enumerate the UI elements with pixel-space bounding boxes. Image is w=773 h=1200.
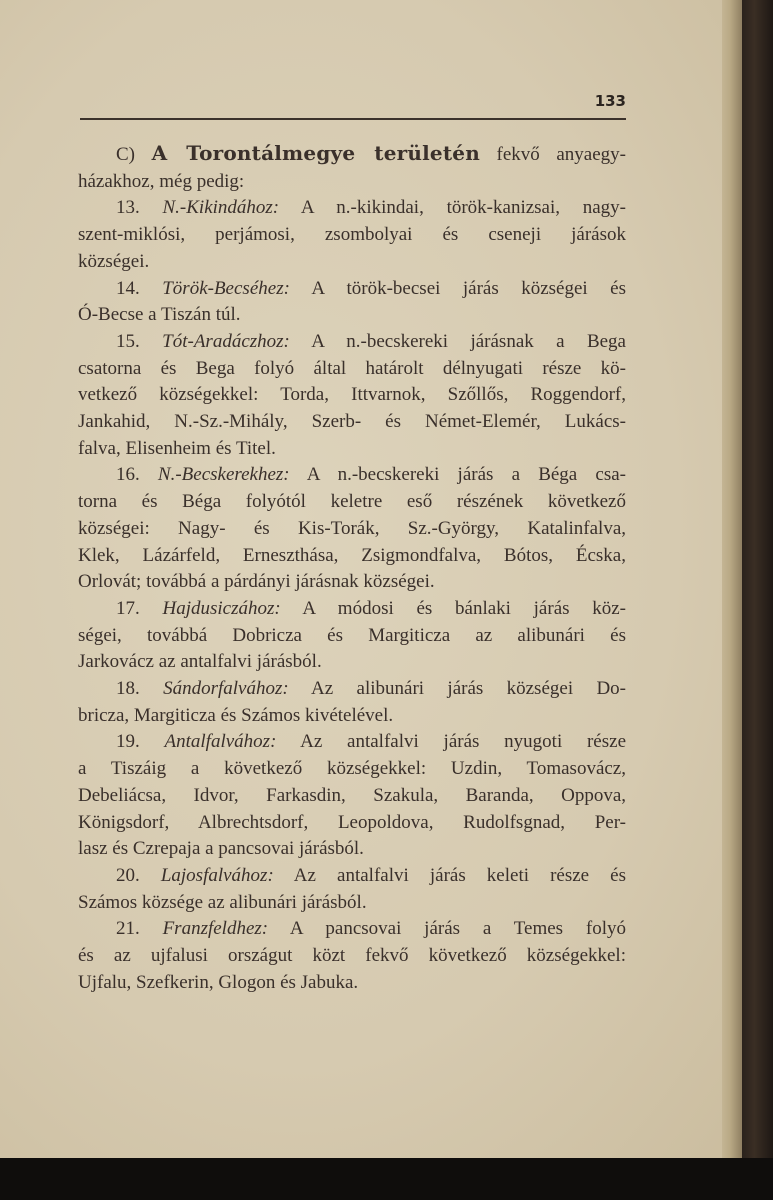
line-text: 17. (116, 597, 163, 619)
text-line (78, 329, 626, 356)
line-text: fekvő anyaegy- (479, 144, 626, 165)
line-text: vetkező községekkel: Torda, Ittvarnok, Szőllős, Roggendorf, (78, 384, 626, 406)
text-line (78, 863, 626, 890)
text-line (78, 169, 626, 196)
line-text: ségei, továbbá Dobricza és Margiticza az alibunári és (78, 624, 626, 646)
text-line (78, 140, 626, 169)
line-text: A pancsovai járás a Temes folyó (268, 918, 627, 940)
line-text: 20. (116, 864, 161, 886)
text-line (78, 810, 626, 837)
line-text: Königsdorf, Albrechtsdorf, Leopoldova, Rudolfsgnad, Per- (78, 811, 626, 833)
line-text: 15. (116, 330, 163, 352)
line-text: 19. (116, 731, 165, 753)
text-line (78, 382, 626, 409)
place-name: Lajosfalvához: (160, 864, 274, 886)
line-text: torna és Béga folyótól keletre eső részének következő (78, 491, 626, 513)
text-line (78, 436, 626, 463)
text-line (78, 409, 626, 436)
text-line (78, 195, 626, 222)
line-text: A n.-kikindai, török-kanizsai, nagy- (279, 197, 627, 219)
line-text: Klek, Lázárfeld, Erneszthása, Zsigmondfalva, Bótos, Écska, (78, 544, 626, 566)
text-line (78, 569, 626, 596)
text-line (78, 623, 626, 650)
line-text: szent-miklósi, perjámosi, zsombolyai és cseneji járások (78, 224, 626, 246)
text-line (78, 970, 626, 997)
line-text: A n.-becskereki járásnak a Bega (289, 330, 626, 352)
line-text: a Tiszáig a következő községekkel: Uzdin, Tomasovácz, (78, 758, 626, 780)
line-text: Ujfalu, Szefkerin, Glogon és Jabuka. (78, 971, 359, 993)
text-line (78, 276, 626, 303)
text-line (78, 649, 626, 676)
text-line (78, 756, 626, 783)
section-heading: A Torontálmegye területén (151, 141, 480, 165)
place-name: Hajdusiczához: (162, 597, 281, 619)
line-text: 14. (116, 277, 163, 299)
page-gutter (722, 0, 742, 1158)
text-line (78, 516, 626, 543)
text-line (78, 836, 626, 863)
place-name: Franzfeldhez: (162, 918, 269, 940)
place-name: Antalfalvához: (164, 731, 277, 753)
text-line (78, 729, 626, 756)
line-text: 18. (116, 678, 164, 700)
text-line (78, 676, 626, 703)
line-text: lasz és Czrepaja a pancsovai járásból. (78, 838, 364, 860)
text-line (78, 222, 626, 249)
line-text: Az alibunári járás községei Do- (288, 678, 626, 700)
line-text: A módosi és bánlaki járás köz- (280, 597, 626, 619)
line-text: 16. (116, 464, 158, 486)
place-name: N.-Kikindához: (162, 197, 280, 219)
text-line (78, 596, 626, 623)
line-text: A n.-becskereki járás a Béga csa- (289, 464, 626, 486)
text-line (78, 356, 626, 383)
text-line (78, 916, 626, 943)
line-text: Ó-Becse a Tiszán túl. (78, 304, 241, 326)
line-text: Orlovát; továbbá a párdányi járásnak községei. (78, 571, 435, 593)
text-line (78, 489, 626, 516)
text-line (78, 703, 626, 730)
line-text: községei. (78, 250, 150, 272)
line-text: Jankahid, N.-Sz.-Mihály, Szerb- és Német-Elemér, Lukács- (78, 411, 626, 433)
line-text: bricza, Margiticza és Számos kivételével. (78, 704, 394, 726)
text-line (78, 783, 626, 810)
text-line (78, 249, 626, 276)
line-text: A török-becsei járás községei és (289, 277, 626, 299)
line-text: Az antalfalvi járás keleti része és (273, 864, 627, 886)
place-name: Török-Becséhez: (162, 277, 290, 299)
text-line (78, 462, 626, 489)
line-text: községei: Nagy- és Kis-Torák, Sz.-György, Katalinfalva, (78, 517, 626, 539)
line-text: Jarkovácz az antalfalvi járásból. (78, 651, 322, 673)
line-text: Számos községe az alibunári járásból. (78, 891, 367, 913)
text-line (78, 302, 626, 329)
page-number: 133 (594, 92, 626, 110)
place-name: Tót-Aradáczhoz: (162, 330, 290, 352)
line-text: 21. (116, 918, 163, 940)
background-bottom (0, 1158, 773, 1200)
book-edge (742, 0, 773, 1200)
line-text: csatorna és Bega folyó által határolt délnyugati része kö- (78, 357, 626, 379)
line-text: Debeliácsa, Idvor, Farkasdin, Szakula, Baranda, Oppova, (78, 784, 626, 806)
place-name: N.-Becskerekhez: (157, 464, 290, 486)
line-text: falva, Elisenheim és Titel. (78, 437, 276, 459)
body-text (78, 140, 626, 997)
text-line (78, 943, 626, 970)
line-text: házakhoz, még pedig: (78, 170, 245, 192)
line-text: Az antalfalvi járás nyugoti része (276, 731, 627, 753)
text-line (78, 543, 626, 570)
line-text: 13. (116, 197, 163, 219)
line-text: C) (116, 144, 152, 165)
line-text: és az ujfalusi országut közt fekvő következő községekkel: (78, 945, 626, 967)
place-name: Sándorfalvához: (163, 678, 289, 700)
text-line (78, 890, 626, 917)
header-rule (80, 118, 626, 120)
